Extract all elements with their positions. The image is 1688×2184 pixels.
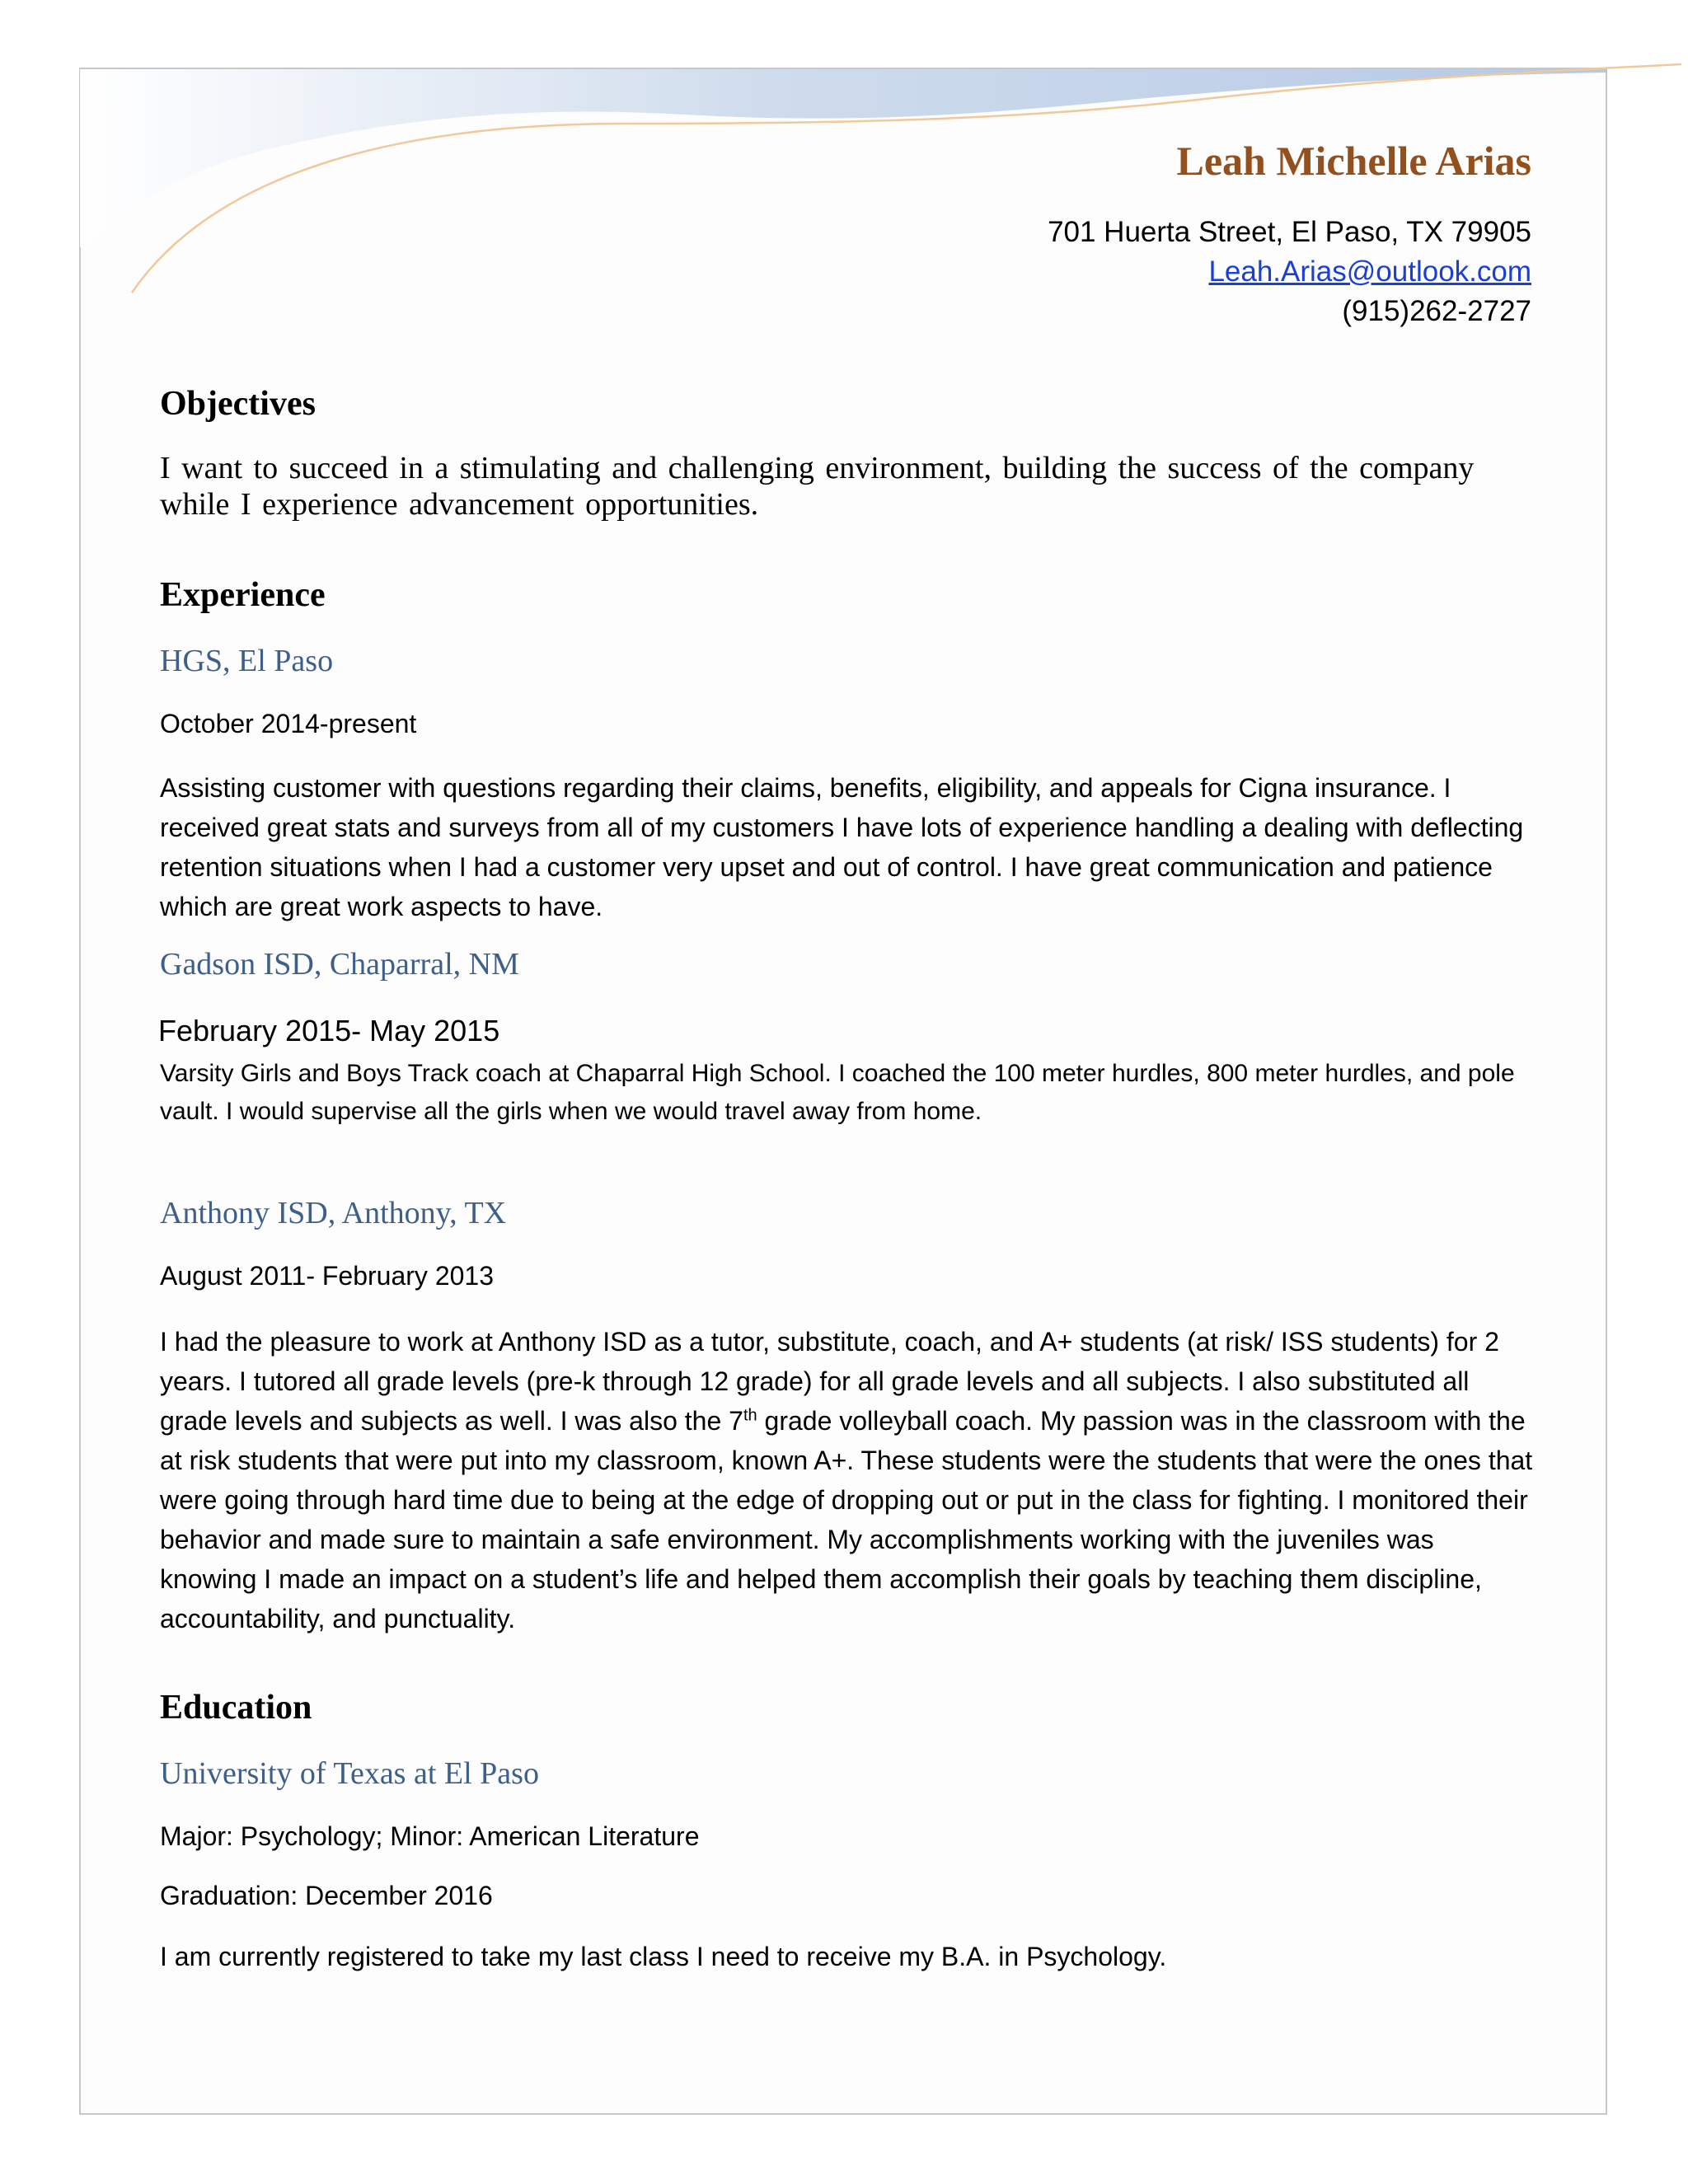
experience-heading: Experience — [160, 576, 326, 614]
phone: (915)262-2727 — [1342, 295, 1531, 327]
objectives-heading: Objectives — [160, 385, 316, 423]
job-dates: October 2014-present — [160, 709, 417, 738]
job-description: Varsity Girls and Boys Track coach at Chaparral High School. I coached the 100 meter hurdles, 800 meter hurdles, and pole vault. I would supervise all the girls when we would travel away from home. — [160, 1060, 1515, 1125]
address: 701 Huerta Street, El Paso, TX 79905 — [1048, 216, 1531, 248]
job-dates: February 2015- May 2015 — [158, 1014, 500, 1047]
job-dates: August 2011- February 2013 — [160, 1261, 494, 1291]
job-employer: HGS, El Paso — [160, 644, 334, 678]
education-note: I am currently registered to take my last class I need to receive my B.A. in Psychology. — [160, 1942, 1167, 1971]
objectives-text: I want to succeed in a stimulating and challenging environment, building the success of the company while I experience advancement opportunities. — [160, 451, 1475, 522]
job-employer: Gadson ISD, Chaparral, NM — [160, 947, 519, 982]
job-employer: Anthony ISD, Anthony, TX — [160, 1196, 507, 1230]
job-description: Assisting customer with questions regarding their claims, benefits, eligibility, and appeals for Cigna insurance. I received great stats and surveys from all of my customers I have lots of experience handling a dealing with deflecting retention situations when I had a customer very upset and out of control. I have great communication and patience which are great work aspects to have. — [160, 773, 1524, 921]
candidate-name: Leah Michelle Arias — [1176, 138, 1531, 184]
education-graduation: Graduation: December 2016 — [160, 1881, 493, 1910]
email-link[interactable]: Leah.Arias@outlook.com — [1208, 255, 1531, 288]
school-name: University of Texas at El Paso — [160, 1756, 539, 1791]
job-description: I had the pleasure to work at Anthony ISD as a tutor, substitute, coach, and A+ students (at risk/ ISS students) for 2 years. I tutored all grade levels (pre-k through 12 grade) for all grade levels and all subjects. I also substituted all grade levels and subjects as well. I was also the 7th grade volleyball coach. My passion was in the classroom with the at risk students that were put into my classroom, known A+. These students were the students that were the ones that were going through hard time due to being at the edge of dropping out or put in the class for fighting. I monitored their behavior and made sure to maintain a safe environment. My accomplishments working with the juveniles was knowing I made an impact on a student’s life and helped them accomplish their goals by teaching them discipline, accountability, and punctuality. — [160, 1327, 1533, 1633]
education-major: Major: Psychology; Minor: American Literature — [160, 1821, 700, 1851]
education-heading: Education — [160, 1689, 312, 1727]
